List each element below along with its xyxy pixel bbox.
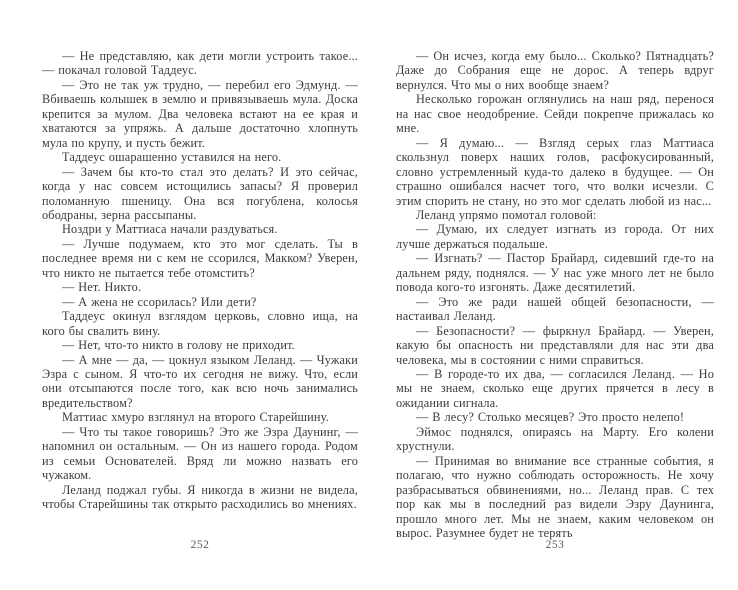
paragraph: — Безопасности? — фыркнул Брайард. — Уверен, какую бы опасность ни представляли для нас эти два человека, мы в состоянии с ними справиться. xyxy=(396,323,714,367)
paragraph: — Это не так уж трудно, — перебил его Эдмунд. — Вбиваешь колышек в землю и привязываешь мула. Доска крепится за мулом. Два человека встают на ее края и хватаются за упряжь. А дальше достаточно хлопнуть мула по крупу, и пусть бежит. xyxy=(42,77,358,150)
page-number-left: 252 xyxy=(190,539,210,551)
paragraph: — Зачем бы кто-то стал это делать? И это сейчас, когда у нас совсем истощились запасы? Я проверил поломанную пшеницу. Она вся погублена, колосья ободраны, зерна рассыпаны. xyxy=(42,164,358,222)
paragraph: — Что ты такое говоришь? Это же Эзра Даунинг, — напомнил он остальным. — Он из нашего города. Родом из семьи Основателей. Вряд ли можно назвать его чужаком. xyxy=(42,424,358,483)
paragraph: Несколько горожан оглянулись на наш ряд, перенося на нас свое неодобрение. Сейди покрепче прижалась ко мне. xyxy=(396,92,714,136)
paragraph: — Я думаю... — Взгляд серых глаз Маттиаса скользнул поверх наших голов, расфокусированный, словно устремленный куда-то далеко в будущее. — Он страшно ошибался насчет того, что волки исчезли. С этим спорить не стану, но это мог сделать любой из нас... xyxy=(396,135,714,208)
paragraph: Эймос поднялся, опираясь на Марту. Его колени хрустнули. xyxy=(396,424,714,454)
paragraph: Таддеус окинул взглядом церковь, словно ища, на кого бы свалить вину. xyxy=(42,309,358,338)
paragraph: — Нет, что-то никто в голову не приходит. xyxy=(62,338,295,353)
paragraph: — Изгнать? — Пастор Брайард, сидевший где-то на дальнем ряду, поднялся. — У нас уже много лет не было повода кого-то изгонять. Даже десятилетий. xyxy=(396,251,714,295)
page-right-text-block xyxy=(396,49,714,540)
paragraph: — Думаю, их следует изгнать из города. От них лучше держаться подальше. xyxy=(396,222,714,251)
paragraph: Леланд упрямо помотал головой: xyxy=(416,207,597,222)
paragraph: — Нет. Никто. xyxy=(62,280,142,295)
page-left-text-block xyxy=(42,49,358,512)
paragraph: — В лесу? Столько месяцев? Это просто нелепо! xyxy=(416,410,685,425)
paragraph: Таддеус ошарашенно уставился на него. xyxy=(62,150,282,165)
paragraph: — Это же ради нашей общей безопасности, — настаивал Леланд. xyxy=(396,294,714,324)
paragraph: — А мне — да, — цокнул языком Леланд. — Чужаки Эзра с сыном. Я что-то их сегодня не вижу. Что, если они отсыпаются после того, как всю ночь занимались вредительством? xyxy=(42,352,358,410)
paragraph: — Лучше подумаем, кто это мог сделать. Ты в последнее время ни с кем не ссорился, Макком? Уверен, что никто не пытается тебе отомстить? xyxy=(42,236,358,280)
paragraph: Ноздри у Маттиаса начали раздуваться. xyxy=(62,222,278,237)
paragraph: — В городе-то их два, — согласился Леланд. — Но мы не знаем, сколько еще других прячется в лесу в ожидании сигнала. xyxy=(396,366,714,410)
paragraph: — А жена не ссорилась? Или дети? xyxy=(62,294,257,309)
page-number-right: 253 xyxy=(545,539,565,551)
paragraph: — Не представляю, как дети могли устроить такое... — покачал головой Таддеус. xyxy=(42,49,358,78)
paragraph: Маттиас хмуро взглянул на второго Старейшину. xyxy=(62,410,329,425)
paragraph: — Он исчез, когда ему было... Сколько? Пятнадцать? Даже до Собрания еще не дорос. А теперь вдруг вернулся. Что мы о них вообще знаем? xyxy=(396,49,714,92)
paragraph: — Принимая во внимание все странные события, я полагаю, что нужно соблюдать осторожность. Не хочу разбрасываться обвинениями, но... Леланд прав. С тех пор как мы в последний раз видели Эзру Даунинга, прошло много лет. Мы не знаем, каким человеком он вырос. Разумнее будет не терять xyxy=(396,453,714,540)
page-right xyxy=(369,0,738,590)
paragraph: Леланд поджал губы. Я никогда в жизни не видела, чтобы Старейшины так открыто расходились во мнениях. xyxy=(42,482,358,512)
